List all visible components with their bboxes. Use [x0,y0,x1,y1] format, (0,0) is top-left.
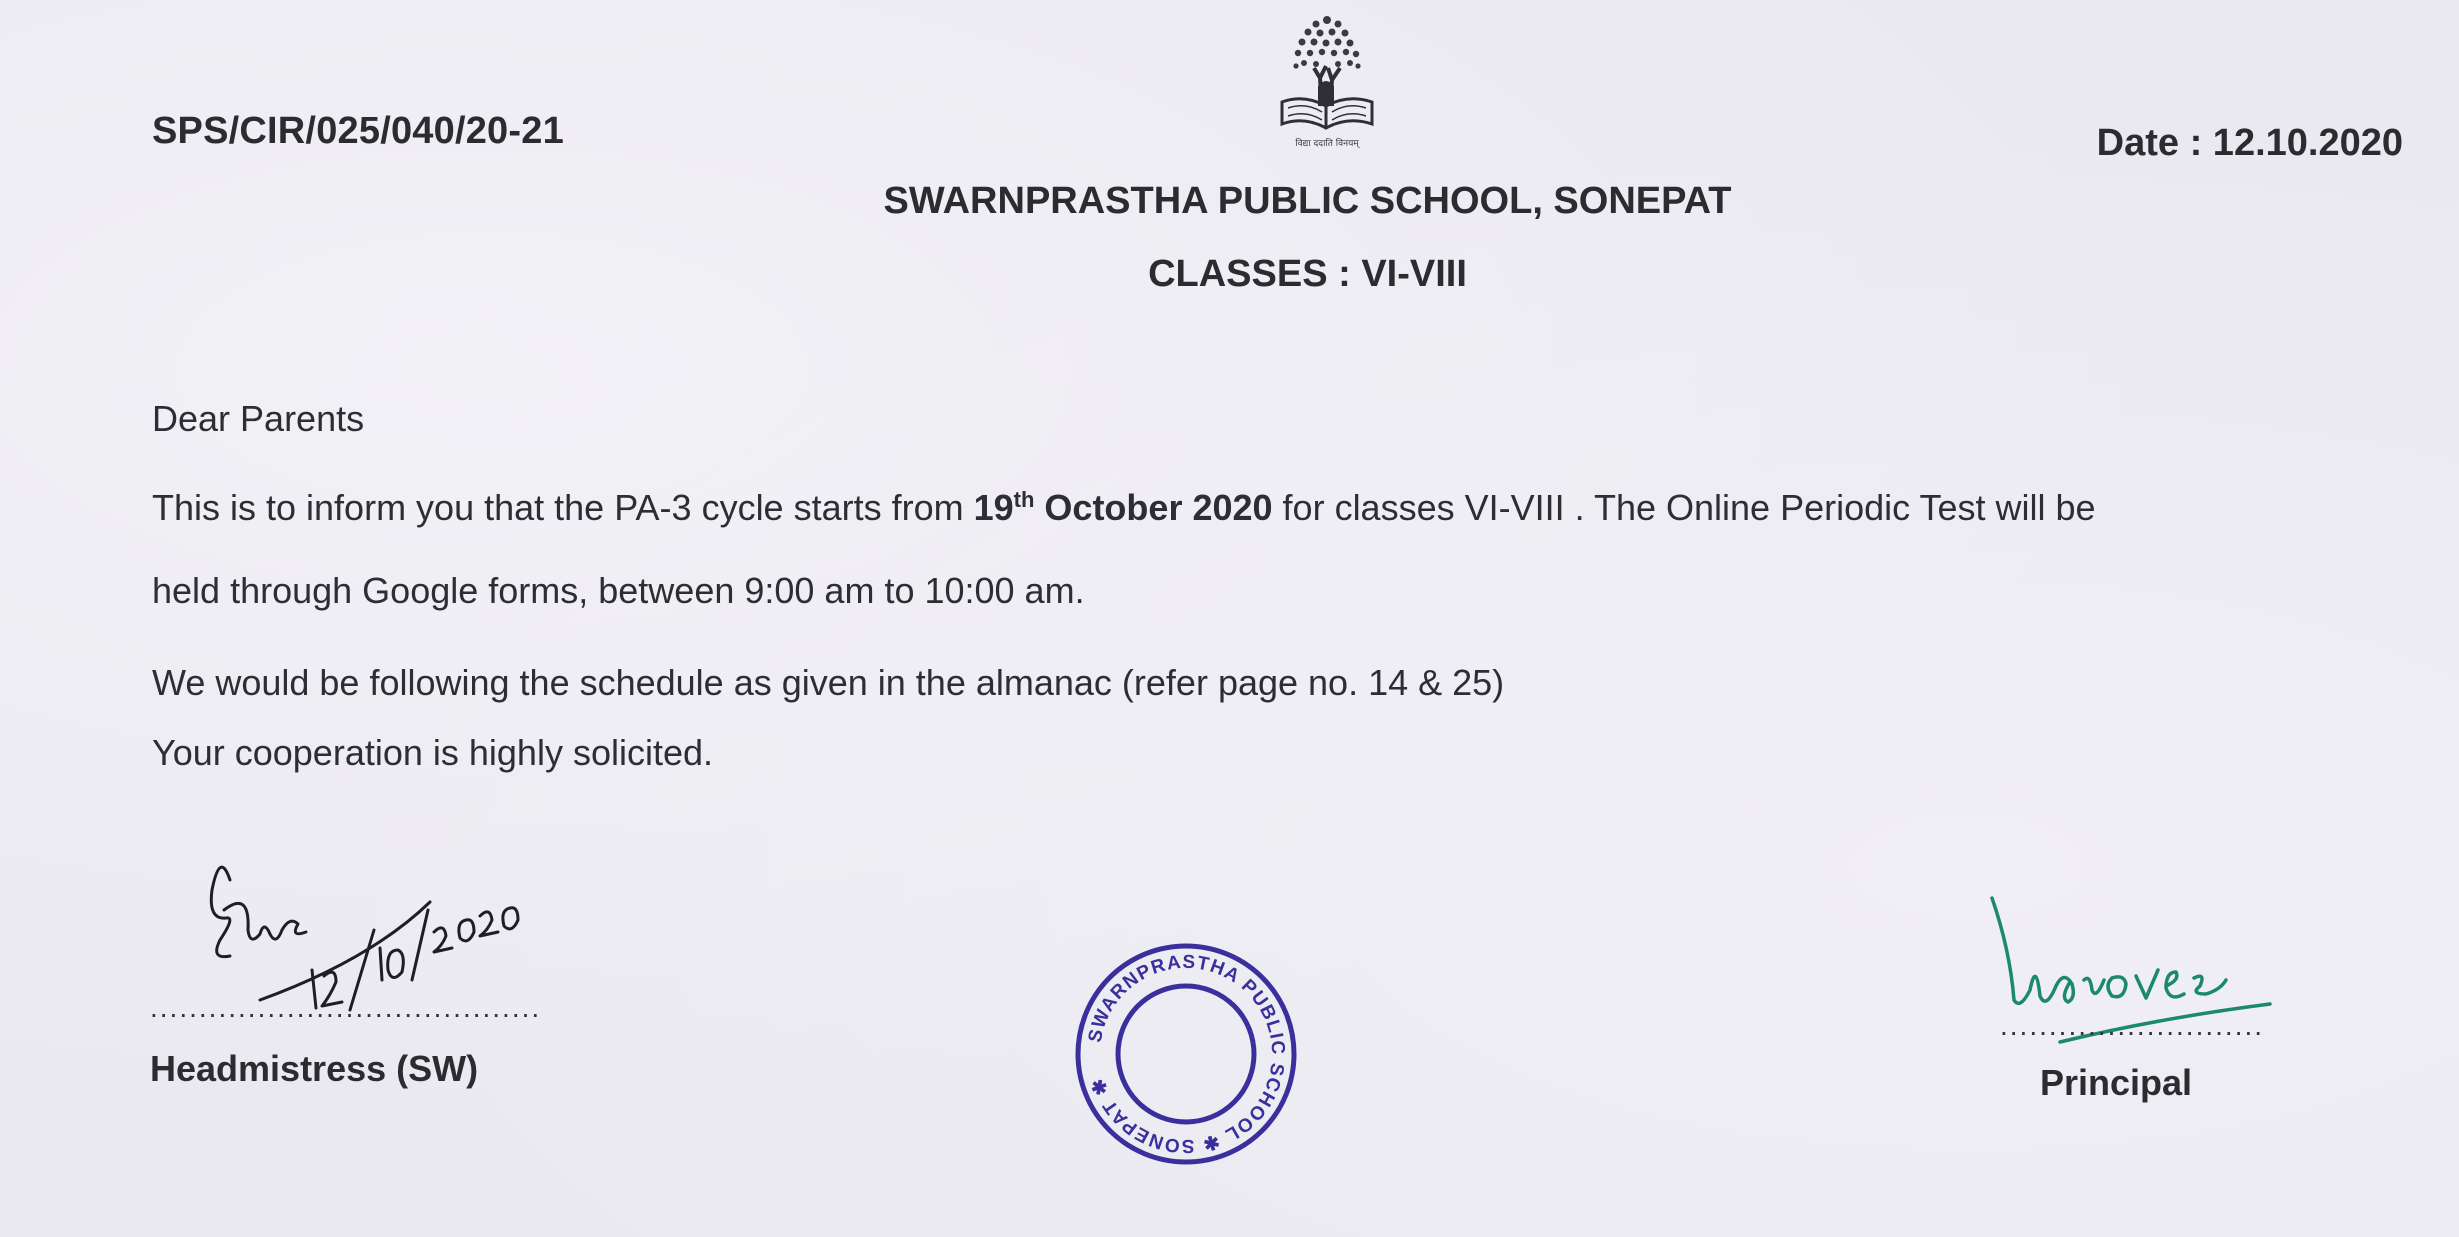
line1-prefix: This is to inform you that the PA-3 cycle starts from [152,487,974,528]
reference-number: SPS/CIR/025/040/20-21 [152,110,564,152]
principal-title: Principal [2040,1062,2193,1103]
school-stamp [1074,942,1298,1166]
test-start-month-year: October 2020 [1034,487,1273,528]
svg-text:SWARNPRASTHA PUBLIC SCHOOL ✱ S [1085,952,1289,1156]
test-start-day: 19 [973,487,1014,528]
stamp-text: SWARNPRASTHA PUBLIC SCHOOL ✱ SONEPAT ✱ [1084,951,1289,1157]
paragraph-line-3: We would be following the schedule as given in the almanac (refer page no. 14 & 25) [152,662,1505,703]
classes-heading: CLASSES : VI-VIII [1148,253,1467,295]
test-start-date [974,487,1273,528]
school-name: SWARNPRASTHA PUBLIC SCHOOL, SONEPAT [883,180,1732,222]
svg-text:विद्या ददाति विनयम्: विद्या ददाति विनयम् [1295,139,1359,149]
headmistress-title: Headmistress (SW) [150,1048,479,1089]
line1-suffix: for classes VI-VIII . The Online Periodic Test will be [1272,487,2096,528]
paragraph-line-1 [152,487,2096,529]
circular-date: Date : 12.10.2020 [2096,122,2403,164]
headmistress-signature-line: ........................................ [150,992,542,1023]
principal-signature-line: ........................... [2000,1010,2265,1041]
paragraph-line-2: held through Google forms, between 9:00 am to 10:00 am. [152,570,1085,611]
paragraph-line-4: Your cooperation is highly solicited. [152,732,714,773]
school-logo-tree-icon [1268,6,1386,152]
day-suffix: th [1013,487,1035,512]
greeting: Dear Parents [152,398,365,439]
